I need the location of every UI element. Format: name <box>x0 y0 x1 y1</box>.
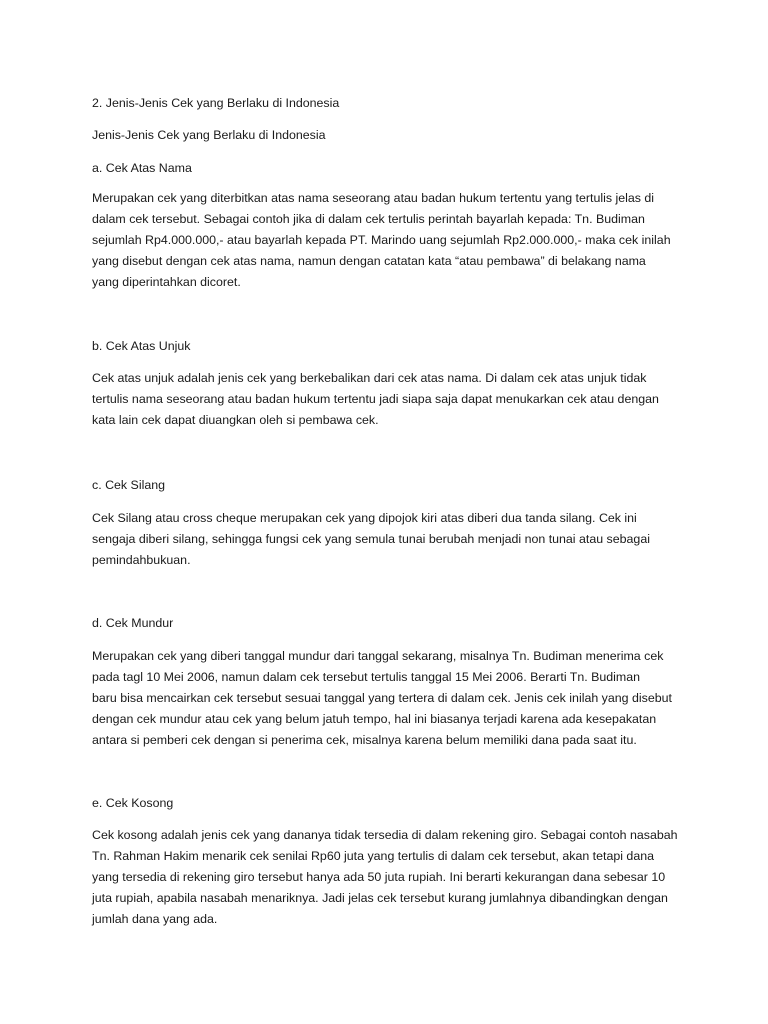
paragraph-line: sengaja diberi silang, sehingga fungsi cek yang semula tunai berubah menjadi non tunai atau sebagai <box>92 532 650 546</box>
paragraph-line: jumlah dana yang ada. <box>92 912 218 926</box>
document-heading: 2. Jenis-Jenis Cek yang Berlaku di Indonesia <box>92 96 340 110</box>
document-subtitle: Jenis-Jenis Cek yang Berlaku di Indonesia <box>92 128 326 142</box>
section-a-title: a. Cek Atas Nama <box>92 161 192 175</box>
paragraph-line: tertulis nama seseorang atau badan hukum tertentu jadi siapa saja dapat menukarkan cek atau dengan <box>92 392 659 406</box>
paragraph-line: yang disebut dengan cek atas nama, namun dengan catatan kata “atau pembawa” di belakang nama <box>92 254 646 268</box>
paragraph-line: dalam cek tersebut. Sebagai contoh jika di dalam cek tertulis perintah bayarlah kepada: Tn. Budiman <box>92 212 645 226</box>
section-a-paragraph <box>92 188 682 293</box>
paragraph-line: baru bisa mencairkan cek tersebut sesuai tanggal yang tertera di dalam cek. Jenis cek inilah yang disebut <box>92 691 672 705</box>
paragraph-line: pemindahbukuan. <box>92 553 191 567</box>
section-e-paragraph <box>92 825 682 930</box>
section-d-title: d. Cek Mundur <box>92 616 174 630</box>
section-b-title: b. Cek Atas Unjuk <box>92 339 191 353</box>
paragraph-line: Cek kosong adalah jenis cek yang dananya tidak tersedia di dalam rekening giro. Sebagai contoh nasabah <box>92 828 678 842</box>
paragraph-line: pada tagl 10 Mei 2006, namun dalam cek tersebut tertulis tanggal 15 Mei 2006. Berarti Tn. Budiman <box>92 670 641 684</box>
section-e-title: e. Cek Kosong <box>92 796 174 810</box>
paragraph-line: kata lain cek dapat diuangkan oleh si pembawa cek. <box>92 413 379 427</box>
paragraph-line: yang diperintahkan dicoret. <box>92 275 241 289</box>
paragraph-line: Cek Silang atau cross cheque merupakan cek yang dipojok kiri atas diberi dua tanda silang. Cek ini <box>92 511 637 525</box>
paragraph-line: juta rupiah, apabila nasabah menariknya. Jadi jelas cek tersebut kurang jumlahnya dibandingkan dengan <box>92 891 668 905</box>
paragraph-line: sejumlah Rp4.000.000,- atau bayarlah kepada PT. Marindo uang sejumlah Rp2.000.000,- maka cek inilah <box>92 233 671 247</box>
paragraph-line: Cek atas unjuk adalah jenis cek yang berkebalikan dari cek atas nama. Di dalam cek atas unjuk tidak <box>92 371 647 385</box>
paragraph-line: Merupakan cek yang diberi tanggal mundur dari tanggal sekarang, misalnya Tn. Budiman menerima cek <box>92 649 664 663</box>
paragraph-line: Tn. Rahman Hakim menarik cek senilai Rp60 juta yang tertulis di dalam cek tersebut, akan tetapi dana <box>92 849 654 863</box>
section-c-paragraph <box>92 508 682 571</box>
paragraph-line: dengan cek mundur atau cek yang belum jatuh tempo, hal ini biasanya terjadi karena ada kesepakatan <box>92 712 657 726</box>
section-b-paragraph <box>92 368 682 431</box>
section-d-paragraph <box>92 646 682 751</box>
paragraph-line: antara si pemberi cek dengan si penerima cek, misalnya karena belum memiliki dana pada saat itu. <box>92 733 637 747</box>
section-c-title: c. Cek Silang <box>92 478 166 492</box>
paragraph-line: yang tersedia di rekening giro tersebut hanya ada 50 juta rupiah. Ini berarti kekurangan dana sebesar 10 <box>92 870 666 884</box>
paragraph-line: Merupakan cek yang diterbitkan atas nama seseorang atau badan hukum tertentu yang tertulis jelas di <box>92 191 655 205</box>
